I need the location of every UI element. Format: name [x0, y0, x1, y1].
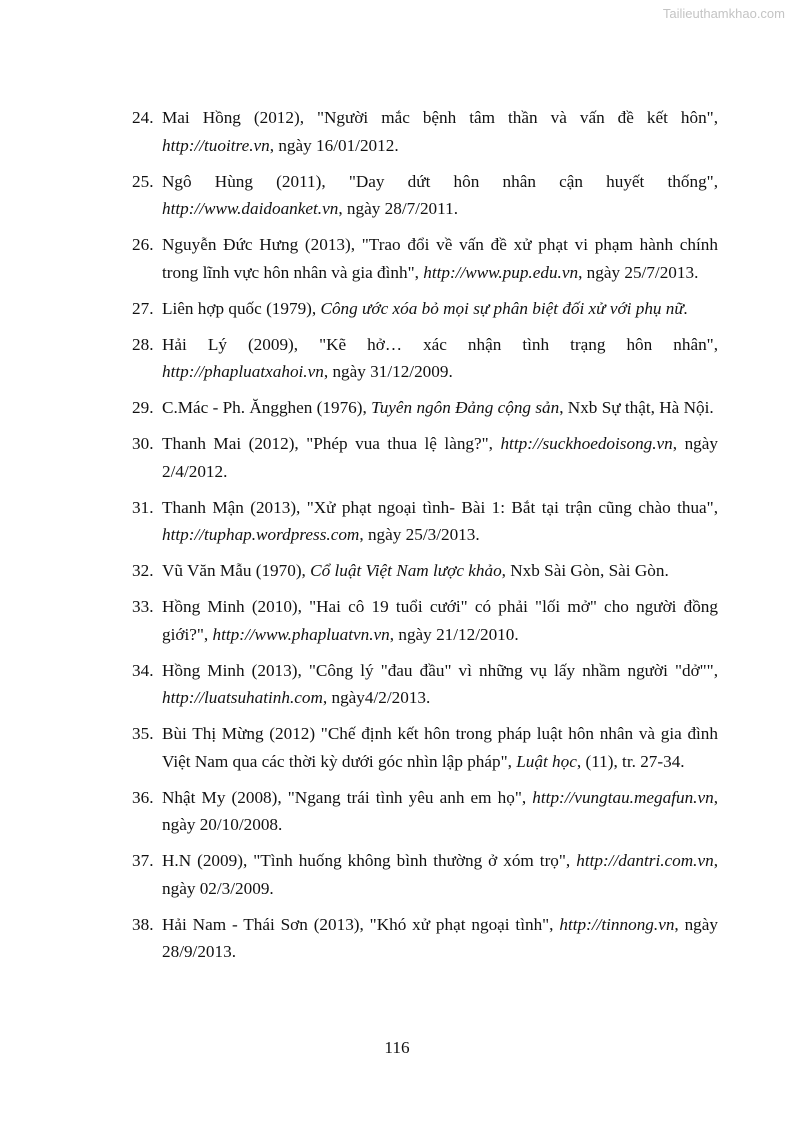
reference-number: 27. [132, 298, 154, 318]
reference-italic-segment: http://www.phapluatvn.vn [212, 624, 390, 644]
reference-item [126, 295, 718, 323]
reference-text [162, 561, 669, 580]
reference-number: 33. [132, 597, 154, 616]
reference-item [126, 430, 718, 485]
reference-item [126, 784, 718, 839]
reference-item [126, 593, 718, 648]
reference-segment: , ngày 25/3/2013. [359, 525, 480, 544]
reference-segment: , ngày 20/10/2008. [162, 787, 718, 834]
reference-text [162, 597, 718, 644]
reference-segment: , ngày 2/4/2012. [162, 434, 718, 481]
reference-text [162, 498, 718, 545]
reference-item [126, 720, 718, 775]
reference-segment: H.N (2009), "Tình huống không bình thường ở xóm trọ", [162, 851, 577, 870]
reference-italic-segment: http://tuoitre.vn [162, 135, 270, 155]
reference-italic-segment: Công ước xóa bỏ mọi sự phân biệt đối xử với phụ nữ. [320, 298, 689, 318]
reference-segment: Hải Lý (2009), "Kẽ hở… xác nhận tình trạng hôn nhân", [162, 334, 718, 354]
reference-segment: , ngày 28/7/2011. [338, 199, 458, 218]
reference-number: 32. [132, 561, 154, 580]
reference-italic-segment: http://www.daidoanket.vn [162, 199, 339, 218]
reference-segment: , Nxb Sài Gòn, Sài Gòn. [501, 561, 669, 580]
reference-italic-segment: http://tinnong.vn [559, 914, 675, 934]
reference-number: 38. [132, 914, 154, 934]
reference-list [126, 104, 718, 974]
reference-segment: Hồng Minh (2010), "Hai cô 19 tuổi cưới" có phải "lối mở" cho người đồng giới?", [162, 597, 718, 644]
reference-segment: Ngô Hùng (2011), "Day dứt hôn nhân cận huyết thống", [162, 171, 718, 191]
reference-segment: , ngày 25/7/2013. [578, 262, 699, 282]
reference-text [162, 299, 688, 318]
reference-segment: , ngày 16/01/2012. [269, 135, 399, 155]
reference-segment: , ngày 21/12/2010. [389, 624, 519, 644]
reference-italic-segment: Cổ luật Việt Nam lược khảo [310, 561, 502, 580]
reference-segment: Nguyễn Đức Hưng (2013), "Trao đổi về vấn đề xử phạt vi phạm hành chính trong lĩnh vực hôn nhân và gia đình", [162, 235, 718, 282]
reference-segment: Bùi Thị Mừng (2012) "Chế định kết hôn trong pháp luật hôn nhân và gia đình Việt Nam qua các thời kỳ dưới góc nhìn lập pháp", [162, 724, 718, 771]
reference-item [126, 657, 718, 712]
reference-text [162, 398, 714, 417]
reference-italic-segment: http://suckhoedoisong.vn [500, 434, 673, 453]
reference-item [126, 331, 718, 386]
reference-segment: Mai Hồng (2012), "Người mắc bệnh tâm thần và vấn đề kết hôn", [162, 108, 718, 127]
reference-text [162, 788, 718, 835]
reference-number: 25. [132, 171, 154, 191]
reference-italic-segment: http://luatsuhatinh.com [162, 688, 323, 707]
reference-italic-segment: http://phapluatxahoi.vn [162, 362, 324, 381]
reference-item [126, 494, 718, 549]
reference-item [126, 847, 718, 902]
reference-italic-segment: Luật học [516, 751, 577, 771]
reference-segment: C.Mác - Ph. Ăngghen (1976), [162, 398, 372, 417]
page-number: 116 [384, 1038, 410, 1057]
reference-segment: Liên hợp quốc (1979), [162, 298, 321, 318]
reference-text [162, 108, 718, 155]
reference-item [126, 394, 718, 422]
reference-number: 35. [132, 724, 154, 743]
reference-item [126, 911, 718, 966]
reference-item [126, 231, 718, 286]
reference-number: 28. [132, 334, 154, 354]
reference-segment: Nhật My (2008), "Ngang trái tình yêu anh em họ", [162, 787, 533, 807]
reference-segment: , ngày4/2/2013. [322, 688, 431, 707]
watermark-text: Tailieuthamkhao.com [662, 6, 785, 21]
reference-text [162, 661, 718, 708]
reference-italic-segment: Tuyên ngôn Đảng cộng sản [371, 398, 560, 417]
reference-text [162, 851, 718, 898]
reference-number: 34. [132, 660, 154, 680]
reference-segment: Hồng Minh (2013), "Công lý "đau đầu" vì những vụ lấy nhầm người "dở"", [162, 660, 718, 680]
reference-item [126, 104, 718, 159]
reference-text [162, 724, 718, 771]
reference-segment: Hải Nam - Thái Sơn (2013), "Khó xử phạt ngoại tình", [162, 914, 560, 934]
reference-number: 24. [132, 108, 154, 127]
reference-segment: Thanh Mận (2013), "Xử phạt ngoại tình- Bài 1: Bắt tại trận cũng chào thua", [162, 497, 718, 517]
reference-text [162, 915, 718, 962]
reference-text [162, 235, 718, 282]
reference-item [126, 557, 718, 585]
reference-number: 29. [132, 398, 154, 417]
reference-italic-segment: http://dantri.com.vn [576, 851, 714, 870]
reference-text [162, 335, 718, 382]
reference-text [162, 172, 718, 219]
reference-segment: , Nxb Sự thật, Hà Nội. [559, 398, 714, 417]
reference-italic-segment: http://vungtau.megafun.vn [532, 787, 714, 807]
reference-number: 30. [132, 434, 154, 453]
reference-segment: , ngày 02/3/2009. [162, 851, 718, 898]
reference-segment: Vũ Văn Mẫu (1970), [162, 561, 311, 580]
reference-segment: , ngày 28/9/2013. [162, 914, 718, 961]
reference-item [126, 168, 718, 223]
reference-number: 37. [132, 851, 154, 870]
reference-italic-segment: http://www.pup.edu.vn [423, 262, 579, 282]
reference-segment: , (11), tr. 27-34. [576, 751, 685, 771]
reference-number: 26. [132, 235, 154, 254]
reference-italic-segment: http://tuphap.wordpress.com [162, 525, 360, 544]
reference-segment: , ngày 31/12/2009. [323, 362, 453, 381]
reference-number: 31. [132, 497, 154, 517]
reference-number: 36. [132, 787, 154, 807]
reference-segment: Thanh Mai (2012), "Phép vua thua lệ làng?", [162, 434, 501, 453]
reference-text [162, 434, 718, 481]
